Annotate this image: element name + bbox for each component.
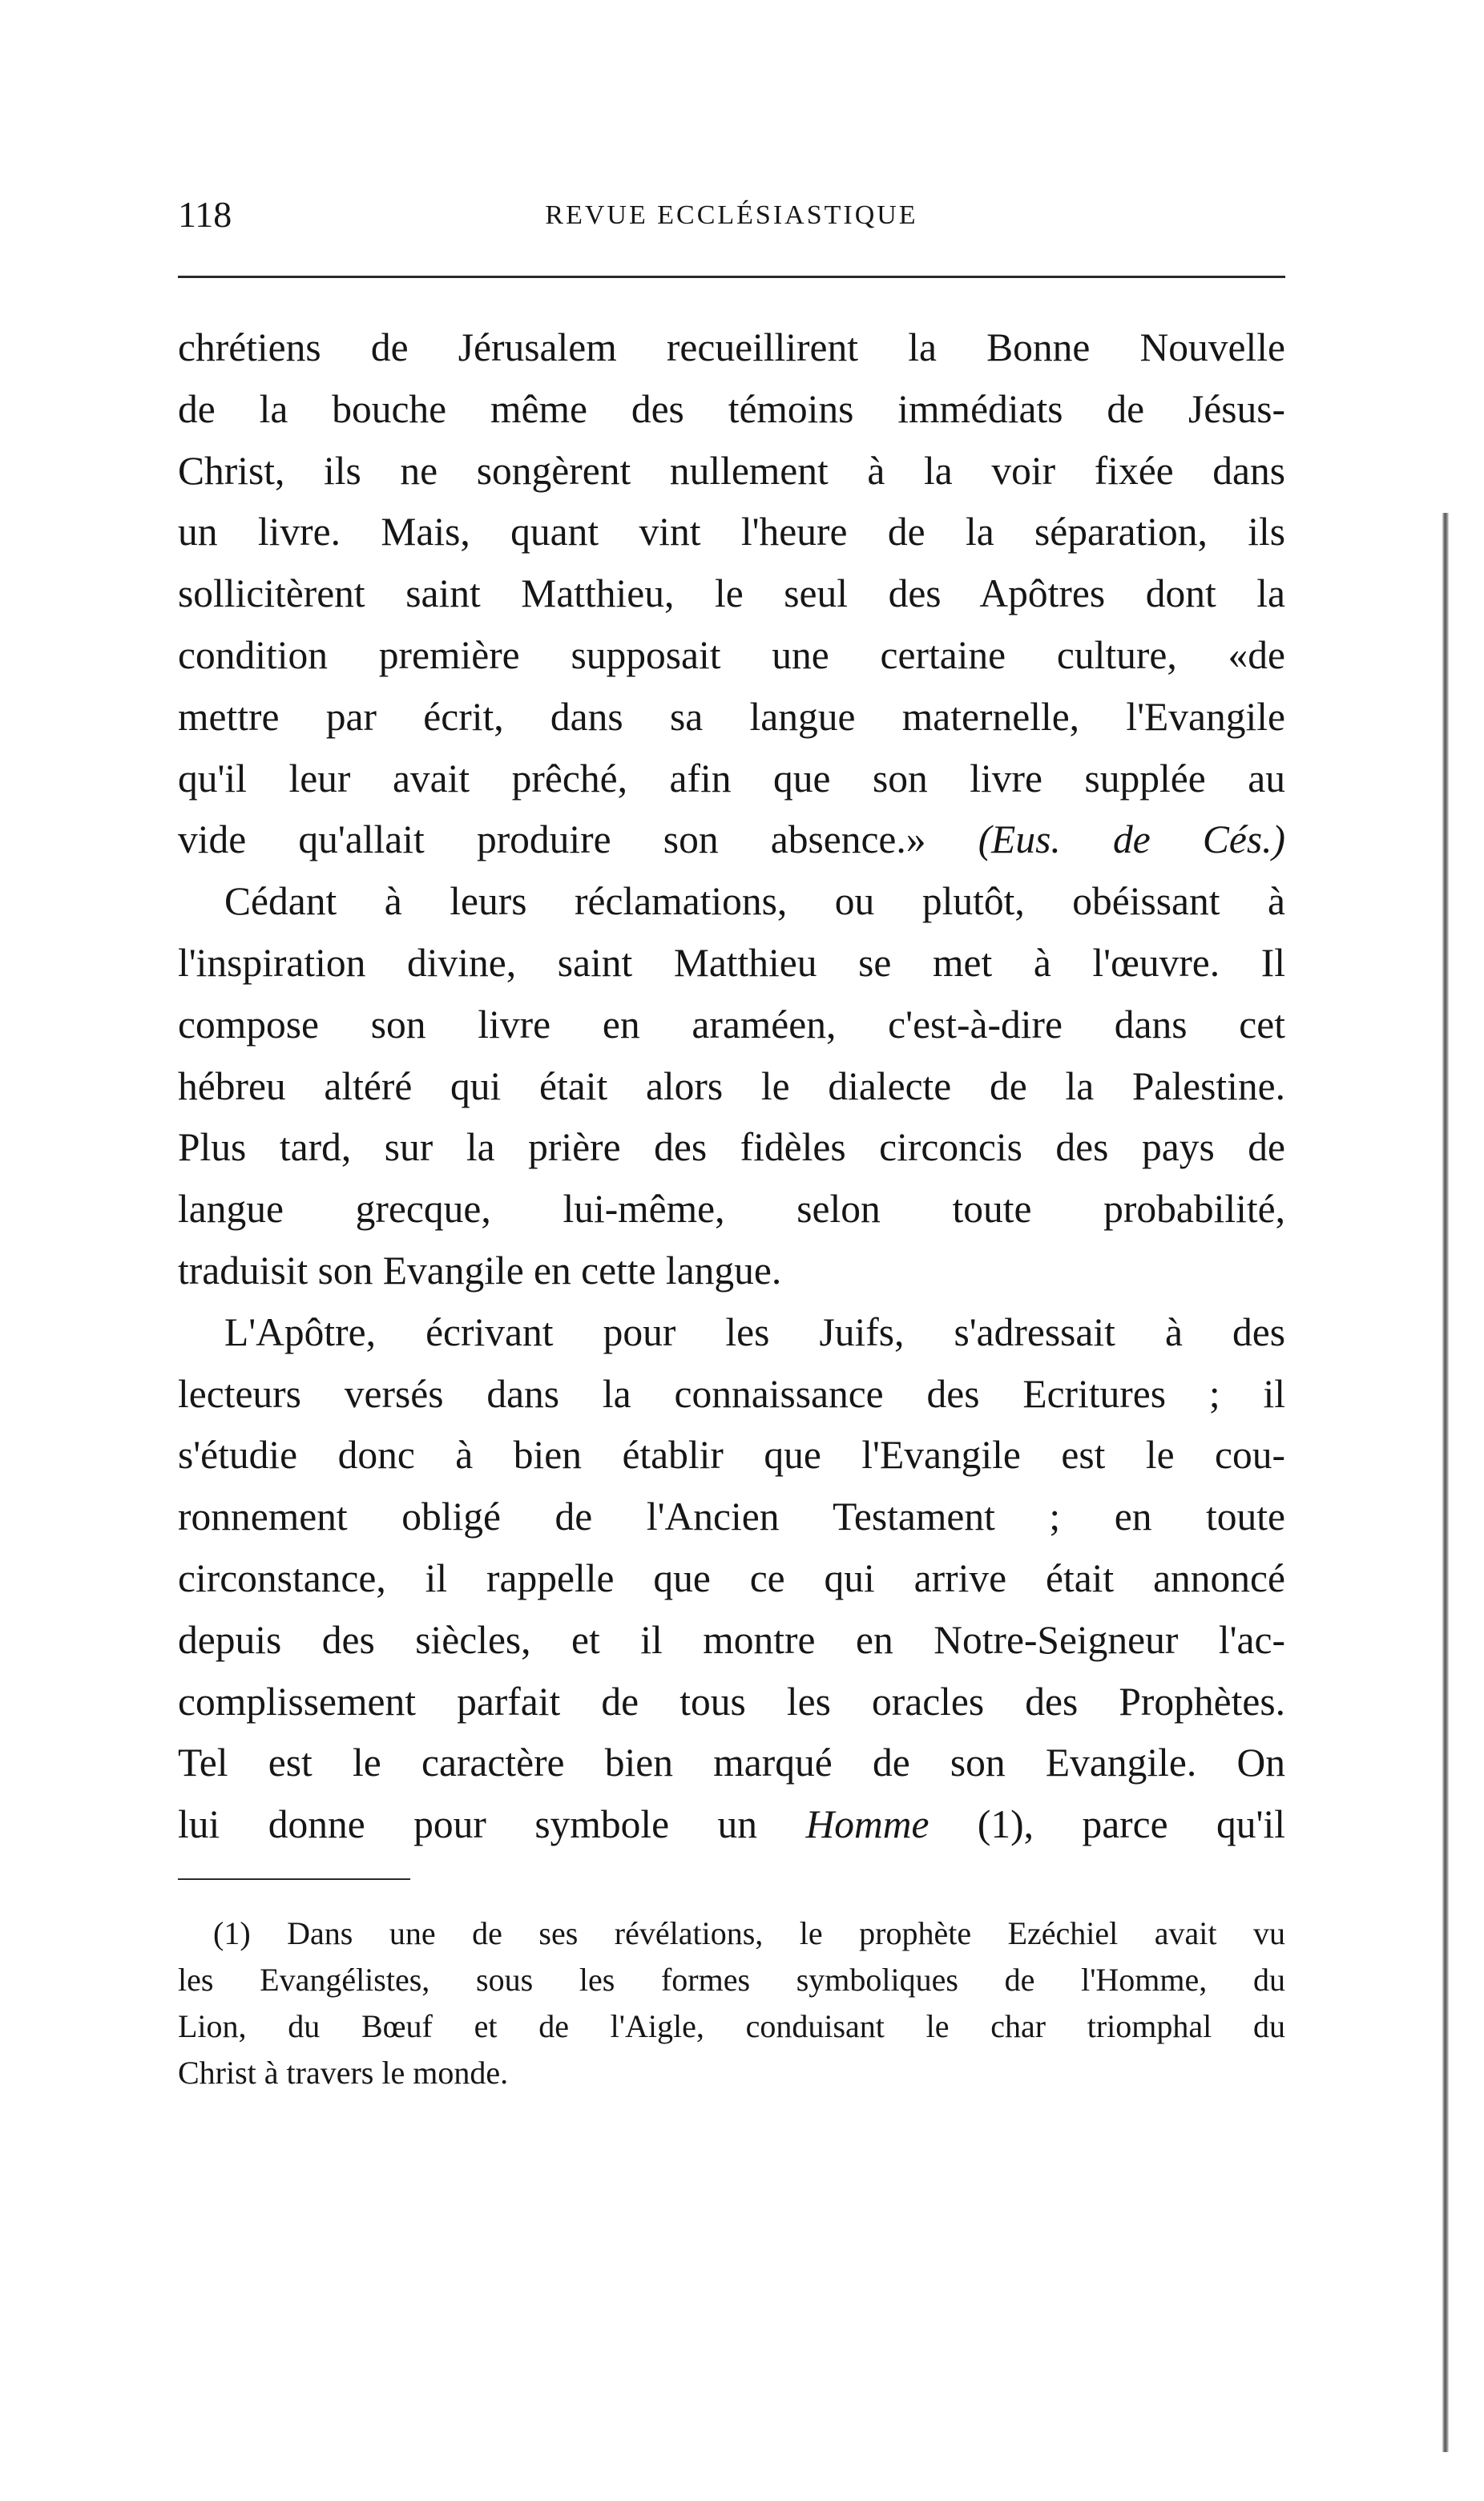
text-line: Cédant à leurs réclamations, ou plutôt, obéissant à: [224, 879, 1285, 924]
footnotes: [178, 1910, 1285, 2096]
text-line: Christ, ils ne songèrent nullement à la voir fixée dans: [178, 448, 1285, 493]
page-header: [178, 191, 1285, 239]
text-line: [178, 809, 1285, 871]
text-line-content: (1), parce qu'il: [929, 1802, 1285, 1847]
text-line: langue grecque, lui-même, selon toute probabilité,: [178, 1187, 1285, 1232]
text-line: Tel est le caractère bien marqué de son Evangile. On: [178, 1741, 1285, 1785]
page-edge-shadow: [1442, 513, 1449, 2452]
header-rule: [178, 276, 1285, 278]
footnote-line: les Evangélistes, sous les formes symboliques de l'Homme, du: [178, 1962, 1285, 1998]
text-line: chrétiens de Jérusalem recueillirent la Bonne Nouvelle: [178, 325, 1285, 369]
page-number: 118: [178, 194, 232, 235]
text-line: depuis des siècles, et il montre en Notre-Seigneur l'ac-: [178, 1617, 1285, 1662]
text-line: un livre. Mais, quant vint l'heure de la séparation, ils: [178, 510, 1285, 555]
text-line: mettre par écrit, dans sa langue maternelle, l'Evangile: [178, 694, 1285, 739]
footnote-line: (1) Dans une de ses révélations, le prophète Ezéchiel avait vu: [213, 1915, 1285, 1951]
footnote-line: Lion, du Bœuf et de l'Aigle, conduisant le char triomphal du: [178, 2008, 1285, 2044]
running-head: REVUE ECCLÉSIASTIQUE: [545, 200, 918, 230]
text-line-content: vide qu'allait produire son absence.»: [178, 817, 978, 862]
text-line: de la bouche même des témoins immédiats de Jésus-: [178, 386, 1285, 431]
text-line: s'étudie donc à bien établir que l'Evangile est le cou-: [178, 1433, 1285, 1478]
text-line: Plus tard, sur la prière des fidèles circoncis des pays de: [178, 1125, 1285, 1170]
text-line: condition première supposait une certaine culture, «de: [178, 632, 1285, 677]
footnote-rule: [178, 1878, 410, 1880]
text-line: compose son livre en araméen, c'est-à-dire dans cet: [178, 1002, 1285, 1047]
text-line: L'Apôtre, écrivant pour les Juifs, s'adressait à des: [224, 1309, 1285, 1354]
text-line: circonstance, il rappelle que ce qui arrive était annoncé: [178, 1555, 1285, 1600]
text-line: l'inspiration divine, saint Matthieu se met à l'œuvre. Il: [178, 940, 1285, 985]
body-text: [178, 317, 1285, 1856]
text-line: qu'il leur avait prêché, afin que son livre supplée au: [178, 756, 1285, 801]
text-line: hébreu altéré qui était alors le dialecte de la Palestine.: [178, 1063, 1285, 1108]
text-line: [178, 1794, 1285, 1856]
text-line: lecteurs versés dans la connaissance des Ecritures ; il: [178, 1371, 1285, 1416]
footnote-line: Christ à travers le monde.: [178, 2055, 509, 2091]
text-line: traduisit son Evangile en cette langue.: [178, 1248, 782, 1293]
text-line: sollicitèrent saint Matthieu, le seul des Apôtres dont la: [178, 571, 1285, 616]
citation: (Eus. de Cés.): [978, 817, 1285, 862]
text-line: complissement parfait de tous les oracles des Prophètes.: [178, 1679, 1285, 1724]
italic-word: Homme: [805, 1802, 930, 1847]
text-line-content: lui donne pour symbole un: [178, 1802, 806, 1847]
text-line: ronnement obligé de l'Ancien Testament ; en toute: [178, 1495, 1285, 1539]
